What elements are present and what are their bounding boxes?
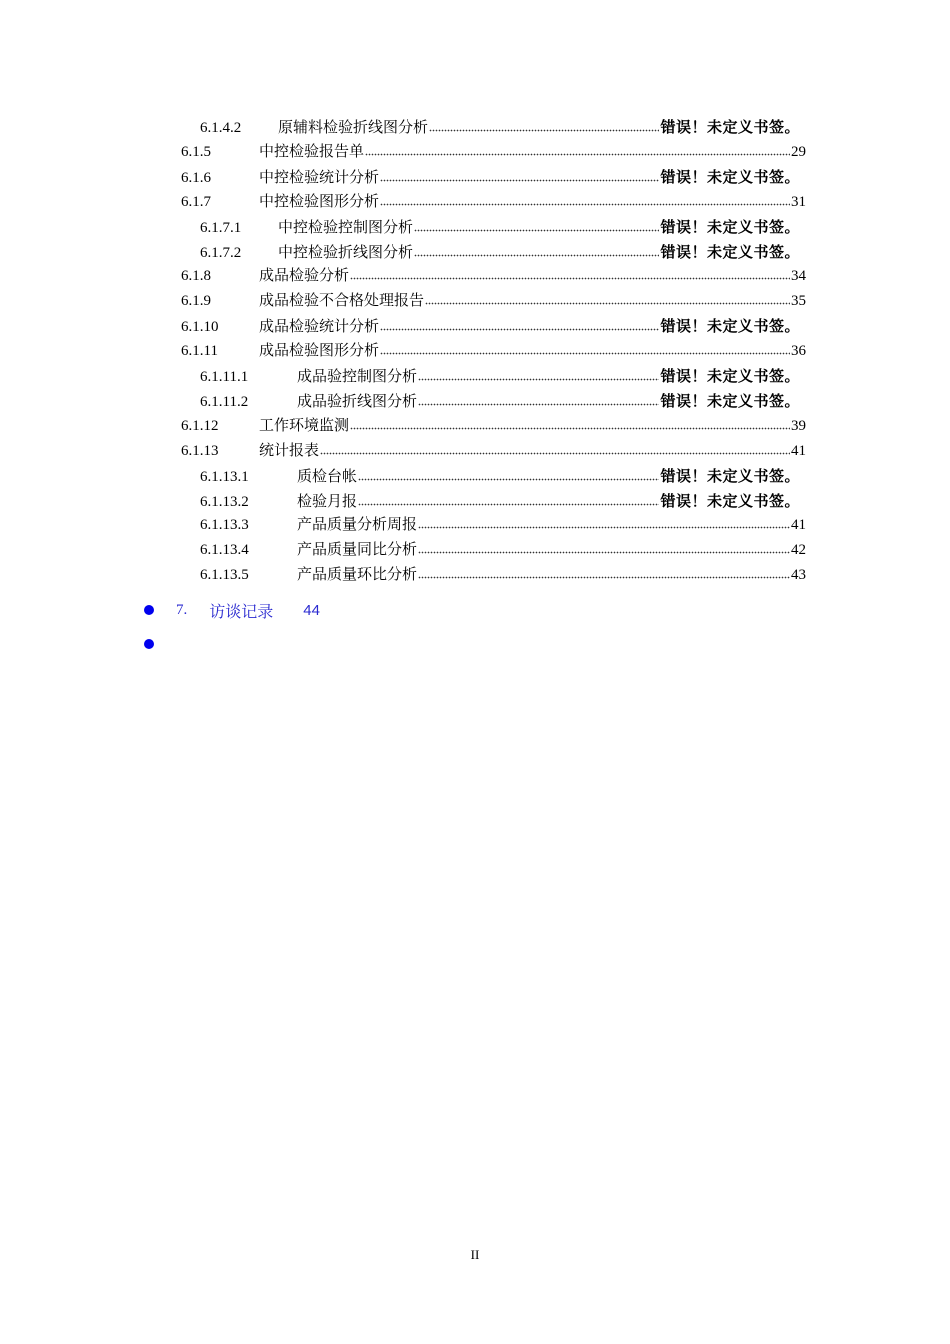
toc-entry-page: 41 (791, 442, 806, 459)
toc-entry[interactable] (200, 240, 806, 264)
toc-dot-leader (418, 540, 790, 554)
bullet-dot-icon (144, 605, 154, 615)
toc-entry-title: 成品检验图形分析 (259, 343, 380, 360)
toc-entry-title: 中控检验报告单 (259, 143, 365, 160)
toc-entry-title: 中控检验折线图分析 (278, 244, 414, 261)
toc-dot-leader (418, 367, 659, 381)
toc-dot-leader (350, 266, 790, 280)
toc-entry-number: 6.1.9 (181, 293, 211, 310)
toc-entry-title: 成品检验不合格处理报告 (259, 293, 425, 310)
bullet-number: 7. (176, 601, 188, 618)
toc-entry-number: 6.1.13.1 (200, 468, 249, 485)
toc-entry-title: 成品检验统计分析 (259, 319, 380, 336)
toc-entry-title: 成品验折线图分析 (297, 393, 418, 410)
toc-entry-number: 6.1.7.1 (200, 219, 242, 236)
toc-bookmark-error: 错误！未定义书签。 (660, 242, 800, 261)
toc-entry[interactable] (200, 464, 806, 488)
toc-entry[interactable] (200, 563, 806, 587)
toc-dot-leader (358, 492, 659, 506)
toc-dot-leader (380, 168, 659, 182)
bullet-title: 访谈记录 (209, 603, 274, 621)
toc-entry[interactable] (200, 538, 806, 562)
toc-dot-leader (414, 218, 659, 232)
toc-entry[interactable] (200, 364, 806, 388)
toc-entry-title: 检验月报 (297, 493, 358, 510)
toc-entry[interactable] (200, 215, 806, 239)
toc-entry[interactable] (181, 264, 806, 288)
toc-entry-title: 统计报表 (259, 442, 320, 459)
bullet-dot-icon (144, 639, 154, 649)
toc-entry[interactable] (181, 439, 806, 463)
toc-entry-title: 中控检验图形分析 (259, 193, 380, 210)
toc-dot-leader (425, 291, 790, 305)
toc-entry-number: 6.1.13.5 (200, 567, 249, 584)
toc-entry-title: 成品验控制图分析 (297, 369, 418, 385)
toc-dot-leader (418, 392, 659, 406)
toc-entry-number: 6.1.13.4 (200, 542, 249, 559)
toc-entry-page: 29 (791, 143, 806, 160)
toc-entry-number: 6.1.11.2 (200, 393, 249, 410)
toc-entry[interactable] (181, 190, 806, 214)
toc-entry[interactable] (200, 489, 806, 513)
toc-dot-leader (380, 341, 790, 355)
toc-entry-number: 6.1.8 (181, 268, 211, 285)
toc-entry-page: 42 (791, 542, 806, 559)
toc-bullet-item[interactable] (144, 598, 320, 622)
toc-entry-page: 34 (791, 268, 806, 285)
toc-bullet-empty (144, 632, 176, 656)
toc-entry-page: 36 (791, 343, 806, 360)
toc-dot-leader (320, 441, 790, 455)
toc-entry[interactable] (181, 414, 806, 438)
toc-entry-title: 中控检验控制图分析 (278, 219, 414, 236)
toc-entry-number: 6.1.5 (181, 143, 211, 160)
toc-entry[interactable] (181, 140, 806, 164)
toc-dot-leader (429, 118, 659, 132)
page-number: II (470, 1247, 480, 1262)
toc-entry[interactable] (200, 389, 806, 413)
bullet-page: 44 (303, 601, 320, 619)
toc-entry-number: 6.1.4.2 (200, 120, 242, 136)
toc-entry-page: 35 (791, 293, 806, 310)
toc-entry-page: 39 (791, 417, 806, 434)
toc-bookmark-error: 错误！未定义书签。 (660, 367, 800, 385)
toc-entry-number: 6.1.12 (181, 417, 219, 434)
toc-entry-title: 中控检验统计分析 (259, 169, 380, 186)
toc-entry-title: 产品质量环比分析 (297, 567, 418, 584)
toc-dot-leader (418, 515, 790, 529)
toc-bookmark-error: 错误！未定义书签。 (660, 466, 800, 485)
toc-dot-leader (350, 416, 790, 430)
toc-entry-number: 6.1.13.2 (200, 493, 249, 510)
toc-entry[interactable] (181, 289, 806, 313)
toc-entry-title: 原辅料检验折线图分析 (278, 120, 429, 136)
toc-dot-leader (365, 142, 790, 156)
toc-entry-number: 6.1.13 (181, 442, 219, 459)
toc-bookmark-error: 错误！未定义书签。 (660, 167, 800, 186)
toc-bookmark-error: 错误！未定义书签。 (660, 118, 800, 136)
toc-bookmark-error: 错误！未定义书签。 (660, 391, 800, 410)
toc-entry-number: 6.1.11 (181, 343, 218, 360)
toc-dot-leader (380, 192, 790, 206)
toc-entry-title: 质检台帐 (297, 468, 358, 485)
toc-dot-leader (380, 317, 659, 331)
toc-entry-page: 43 (791, 567, 806, 584)
toc-dot-leader (358, 467, 659, 481)
toc-entry[interactable] (200, 115, 806, 139)
toc-entry-title: 成品检验分析 (259, 268, 350, 285)
toc-entry[interactable] (181, 339, 806, 363)
toc-entry-title: 工作环境监测 (259, 417, 350, 434)
toc-dot-leader (418, 565, 790, 579)
toc-entry[interactable] (200, 513, 806, 537)
toc-entry-number: 6.1.13.3 (200, 517, 249, 534)
toc-entry-number: 6.1.10 (181, 319, 219, 336)
toc-bookmark-error: 错误！未定义书签。 (660, 491, 800, 510)
toc-entry-number: 6.1.11.1 (200, 369, 249, 385)
toc-entry-number: 6.1.6 (181, 169, 211, 186)
toc-entry[interactable] (181, 314, 806, 338)
toc-entry-page: 31 (791, 193, 806, 210)
toc-bookmark-error: 错误！未定义书签。 (660, 217, 800, 236)
toc-entry-title: 产品质量分析周报 (297, 517, 418, 534)
toc-bookmark-error: 错误！未定义书签。 (660, 317, 800, 336)
toc-entry[interactable] (181, 165, 806, 189)
toc-entry-number: 6.1.7.2 (200, 244, 242, 261)
toc-entry-title: 产品质量同比分析 (297, 542, 418, 559)
toc-dot-leader (414, 243, 659, 257)
toc-entry-number: 6.1.7 (181, 193, 211, 210)
toc-entry-page: 41 (791, 517, 806, 534)
